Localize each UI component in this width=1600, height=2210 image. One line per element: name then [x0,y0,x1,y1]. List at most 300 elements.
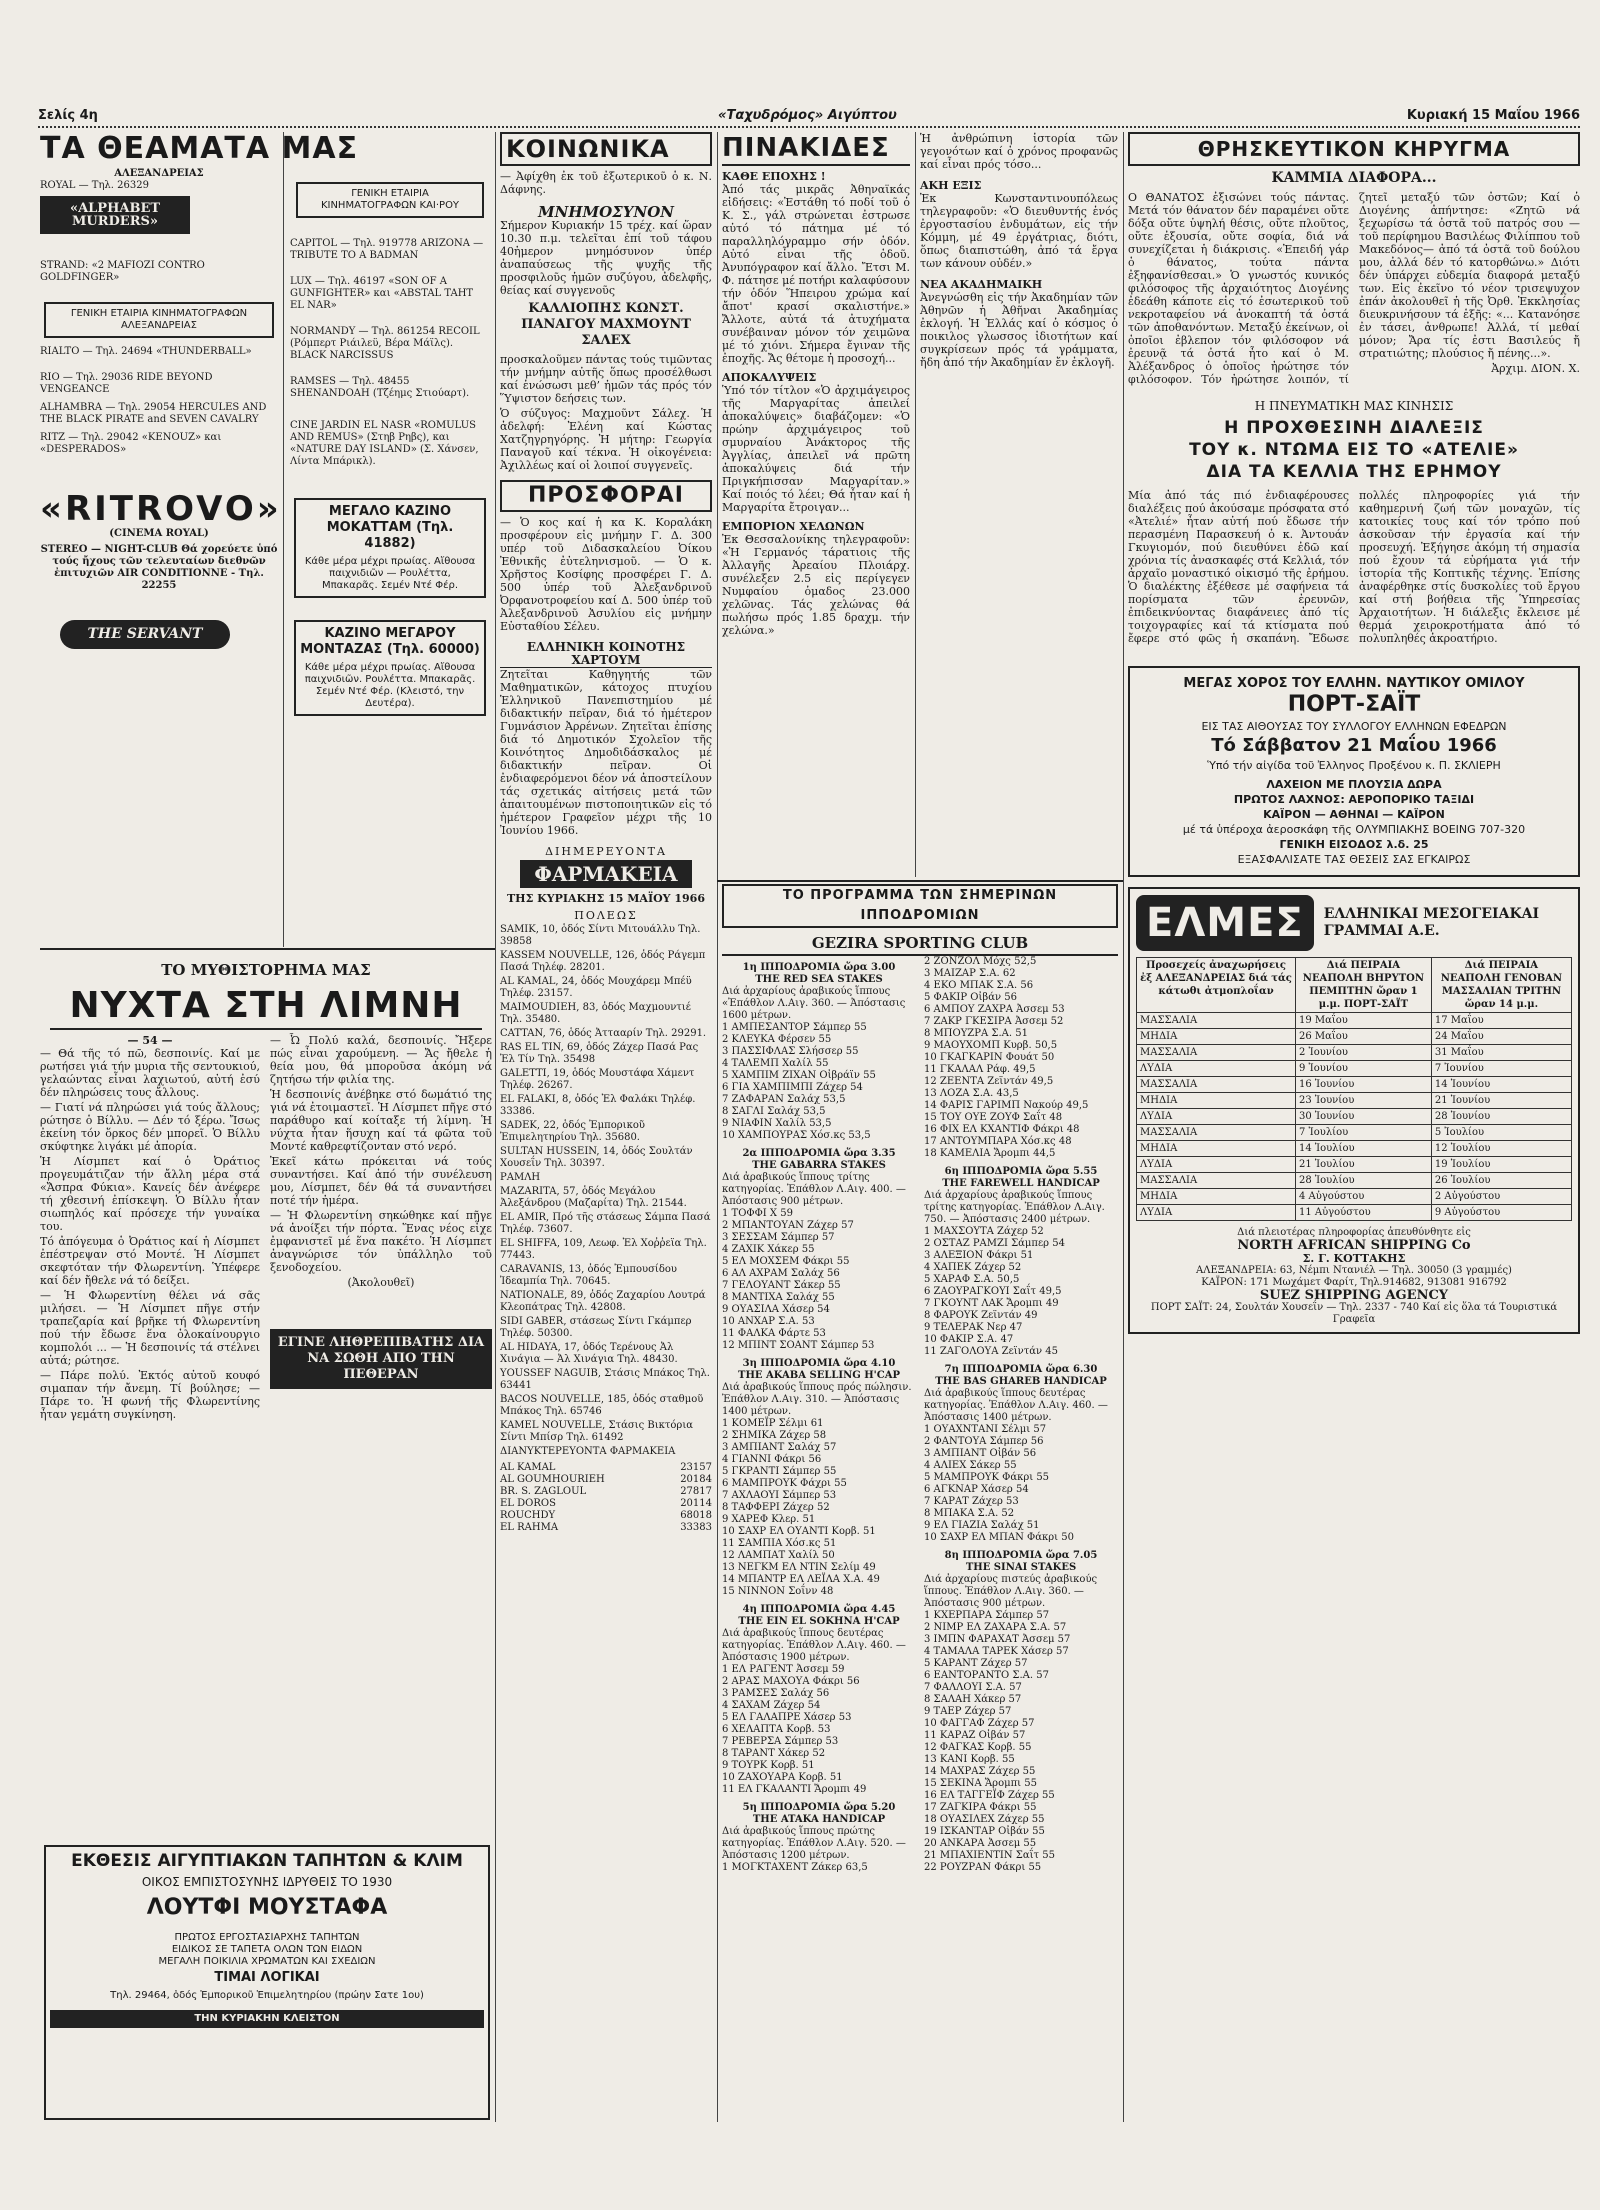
horse-entry: 3 ΙΜΠΝ ΦΑΡΑΧΑΤ Ἀσσεμ 57 [924,1634,1071,1645]
horse-entry: 3 ΠΑΣΣΙΦΛΑΣ Σλήσσερ 55 [722,1046,859,1057]
horse-entry: 16 ΕΛ ΤΑΓΓΕΪΦ Ζάχερ 55 [924,1790,1055,1801]
sermon-title: ΘΡΗΣΚΕΥΤΙΚΟΝ ΚΗΡΥΓΜΑ [1128,132,1580,166]
carpet-exhibition-ad [44,1845,490,2120]
horse-entry: 3 ΡΑΜΣΕΣ Σαλάχ 56 [722,1688,830,1699]
nautical-ball-title: ΜΕΓΑΣ ΧΟΡΟΣ ΤΟΥ ΕΛΛΗΝ. ΝΑΥΤΙΚΟΥ ΟΜΙΛΟΥ [1183,676,1525,691]
night-pharmacy-row [500,1462,712,1474]
races-title: ΤΟ ΠΡΟΓΡΑΜΜΑ ΤΩΝ ΣΗΜΕΡΙΝΩΝ ΙΠΠΟΔΡΟΜΙΩΝ [722,884,1118,928]
horse-entry: 4 ΣΑΧΑΜ Ζάχερ 54 [722,1700,821,1711]
night-pharmacy-phone: 33383 [680,1522,712,1533]
nautical-ball-venue: ΕΙΣ ΤΑΣ ΑΙΘΟΥΣΑΣ ΤΟΥ ΣΥΛΛΟΓΟΥ ΕΛΛΗΝΩΝ ΕΦΕΔΡΩΝ [1201,720,1507,733]
race-heading: 1η ΙΠΠΟΔΡΟΜΙΑ ὥρα 3.00 [742,962,896,973]
notes-column-cont [920,132,1118,877]
night-pharmacy-row [500,1522,712,1534]
horse-entry: 6 ΑΛ ΑΧΡΑΜ Σαλάχ 56 [722,1268,840,1279]
night-pharmacy-name: AL KAMAL [500,1462,556,1473]
pharmacy-entry: SULTAN HUSSEIN, 14, ὁδός Σουλτάν Χουσεΐν Τηλ. 30397. [500,1146,693,1169]
sailing-cell: ΜΑΣΣΑΛΙΑ [1137,1173,1296,1189]
social-arrival: — Ἀφίχθη ἐκ τοῦ ἐξωτερικοῦ ὁ κ. Ν. Δάφνης. [500,170,712,196]
sailing-cell: 2 Ἰουνίου [1295,1045,1431,1061]
horse-entry: 10 ΧΑΜΠΟΥΡΑΣ Χόσ.κς 53,5 [722,1130,871,1141]
agency-line: Διά πλειοτέρας πληροφορίας ἀπευθύνθητε εἰς [1237,1227,1471,1238]
horse-entry: 4 ΕΚΟ ΜΠΑΚ Σ.Α. 56 [924,980,1034,991]
sailing-cell: 11 Αὐγούστου [1295,1205,1431,1221]
pharmacy-entry: CARAVANIS, 13, ὁδός Ἐμπουσίδου Ἰδεαμπία Τηλ. 70645. [500,1264,677,1287]
sailing-row [1137,1077,1572,1093]
rialto-cinema: RIALTO — Τηλ. 24694 «THUNDERBALL» [40,346,252,357]
novel-para: — Ἡ Φλωρεντίνη θέλει νά σᾶς μιλήσει. — Ἡ Λίσμπετ πῆγε στήν τραπεζαρία καί βρῆκε τή Φλωρεντίνη πού τήν ἔδωσε ἕνα ὁλοκαίνουργιο κομπολόι ... — Ἡ δεσποινίς τά στέλνει αὐτά; ρώτησε. [40,1289,260,1367]
carpet-expo-line: ΕΙΔΙΚΟΣ ΣΕ ΤΑΠΕΤΑ ΟΛΩΝ ΤΩΝ ΕΙΔΩΝ [171,1944,363,1955]
sailing-cell: 9 Αὐγούστου [1431,1205,1571,1221]
horse-entry: 11 ΣΑΜΠΙΑ Χόσ.κς 51 [722,1538,837,1549]
horse-entry: 1 ΑΜΠΕΣΑΝΤΟΡ Σάμπερ 55 [722,1022,867,1033]
horse-entry: 2 ΦΑΝΤΟΥΑ Σάμπερ 56 [924,1436,1044,1447]
cairo-cinemas-column [290,168,490,948]
horse-entry: 6 ΖΑΟΥΡΑΓΚΟΥΙ Σαΐτ 49,5 [924,1286,1062,1297]
pharmacy-entry: EL AMIR, Πρό τῆς στάσεως Σάμπα Πασά Τηλέφ. 73607. [500,1212,711,1235]
pharmacy-entry: KAMEL NOUVELLE, Στάσις Βικτόρια Σίντι Μπίσρ Τηλ. 61492 [500,1420,693,1443]
nautical-ball-entry: ΓΕΝΙΚΗ ΕΙΣΟΔΟΣ λ.δ. 25 [1279,838,1429,851]
horse-entry: 9 ΝΙΑΦΙΝ Χαλίλ 53,5 [722,1118,832,1129]
horse-entry: 1 ΕΛ ΡΑΓΕΝΤ Ἀσσεμ 59 [722,1664,845,1675]
suez-agency: SUEZ SHIPPING AGENCY [1259,1288,1449,1303]
horse-entry: 17 ΖΑΓΚΙΡΑ Φάκρι 55 [924,1802,1037,1813]
pharmacy-entry: NATIONALE, 89, ὁδός Ζαχαρίου Λουτρά Κλεοπάτρας Τηλ. 42808. [500,1290,706,1313]
race-heading: 8η ΙΠΠΟΔΡΟΜΙΑ ὥρα 7.05 [944,1550,1098,1561]
mokattam-casino-title: ΜΕΓΑΛΟ ΚΑΖΙΝΟ ΜΟΚΑΤΤΑΜ (Τηλ. 41882) [326,504,454,551]
race-info: Διά ἀρχαρίους ἀραβικούς ἵππους τρίτης κατηγορίας. Ἐπάθλον Λ.Αιγ. 750. — Ἀπόστασις 2400 μέτρων. [924,1190,1105,1225]
horse-entry: 11 ΚΑΡΑΖ Οἰβάν 57 [924,1730,1026,1741]
race-name: THE FAREWELL HANDICAP [942,1178,1100,1189]
night-pharmacy-name: EL RAHMA [500,1522,559,1533]
horse-entry: 13 ΛΟΖΑ Σ.Α. 43,5 [924,1088,1019,1099]
sailing-row [1137,1045,1572,1061]
horse-entry: 9 ΤΕΛΕΡΑΚ Νερ 47 [924,1322,1023,1333]
khartoum-heading: ΕΛΛΗΝΙΚΗ ΚΟΙΝΟΤΗΣ ΧΑΡΤΟΥΜ [500,641,712,668]
horse-entry: 11 ΦΑΛΚΑ Φάρτε 53 [722,1328,826,1339]
pharmacies-duty-label: ΔΙΗΜΕΡΕΥΟΝΤΑ [545,845,667,858]
pharmacy-entry: CATTAN, 76, ὁδός Ἀττααρίν Τηλ. 29291. [500,1028,707,1039]
memorial-name: ΚΑΛΛΙΟΠΗΣ ΚΩΝΣΤ. ΠΑΝΑΓΟΥ ΜΑΧΜΟΥΝΤ ΣΑΛΕΧ [521,301,691,348]
novel-para: — Θά τῆς τό πῶ, δεσποινίς. Καί με ρωτήσει γιά τήν μυρια τῆς σεντουκιού, γελαώντας εἶναι λαχιωτού, αὐτή ἐσύ δέν πληρώσεις τους ἄλλους. [40,1047,260,1099]
horse-entry: 7 ΑΧΛΑΟΥΙ Σάμπερ 53 [722,1490,837,1501]
alexandria-label: ΑΛΕΞΑΝΔΡΕΙΑΣ [114,168,204,179]
sailing-cell: 21 Ἰουνίου [1431,1093,1571,1109]
carpet-expo-line: ΜΕΓΑΛΗ ΠΟΙΚΙΛΙΑ ΧΡΩΜΑΤΩΝ ΚΑΙ ΣΧΕΔΙΩΝ [158,1956,376,1967]
carpet-expo-title: ΕΚΘΕΣΙΣ ΑΙΓΥΠΤΙΑΚΩΝ ΤΑΠΗΤΩΝ & ΚΛΙΜ [71,1851,463,1871]
cairo-cinemas-box: ΓΕΝΙΚΗ ΕΤΑΙΡΙΑ ΚΙΝΗΜΑΤΟΓΡΑΦΩΝ ΚΑΙ·ΡΟΥ [296,182,484,218]
pharmacies-heading: ΦΑΡΜΑΚΕΙΑ [520,860,692,888]
sailing-row [1137,1157,1572,1173]
race-info: Διά ἀραβικούς ἵππους δευτέρας κατηγορίας. Ἐπάθλον Λ.Αιγ. 460. — Ἀπόστασις 1900 μέτρων. [722,1628,906,1663]
sailing-cell: 26 Ἰουλίου [1431,1173,1571,1189]
race-name: THE BAS GHAREB HANDICAP [935,1376,1107,1387]
sailing-cell: 12 Ἰουλίου [1431,1141,1571,1157]
sailing-cell: ΛΥΔΙΑ [1137,1157,1296,1173]
nautical-ball-patron: Ὑπό τήν αἰγίδα τοῦ Ἐλληνος Προξένου κ. Π. ΣΚΛΙΕΡΗ [1207,759,1501,772]
pharmacy-entry: BACOS NOUVELLE, 185, ὁδός σταθμοῦ Μπάκος Τηλ. 65746 [500,1394,704,1417]
horse-entry: 12 ΜΠΙΝΤ ΣΟΑΝΤ Σάμπερ 53 [722,1340,875,1351]
horse-entry: 2 ΣΗΜΙΚΑ Ζάχερ 58 [722,1430,827,1441]
horse-entry: 17 ΑΝΤΟΥΜΠΑΡΑ Χόσ.κς 48 [924,1136,1072,1147]
notes-text: Ἡ ἀνθρώπινη ἱστορία τῶν γεγονότων καί ὁ χρόνος προφανῶς καί εἶναι πρός τόσο... [920,132,1118,171]
sailing-cell: 19 Μαΐου [1295,1013,1431,1029]
horse-entry: 5 ΜΑΜΠΡΟΥΚ Φάκρι 55 [924,1472,1050,1483]
night-pharmacy-name: ROUCHDY [500,1510,556,1521]
race-heading: 6η ΙΠΠΟΔΡΟΜΙΑ ὥρα 5.55 [944,1166,1098,1177]
sailing-row [1137,1141,1572,1157]
nautical-ball-line: μέ τά ὑπέροχα ἀεροσκάφη τῆς ΟΛΥΜΠΙΑΚΗΣ BOEING 707-320 [1182,823,1526,836]
horse-entry: 3 ΑΜΠΙΑΝΤ Σαλάχ 57 [722,1442,837,1453]
horse-entry: 9 ΕΛ ΓΙΑΖΙΑ Σαλάχ 51 [924,1520,1040,1531]
sailing-row [1137,1189,1572,1205]
races-club: GEZIRA SPORTING CLUB [722,932,1118,956]
horse-entry: 9 ΟΥΑΣΙΛΑ Χάσερ 54 [722,1304,830,1315]
novel-continued: (Ἀκολουθεῖ) [347,1276,415,1289]
night-pharmacy-row [500,1486,712,1498]
ritrovo-subtitle: (CINEMA ROYAL) [109,528,209,539]
sermon-text: Ο ΘΑΝΑΤΟΣ ἐξισώνει τούς πάντας. Μετά τόν θάνατον δέν παραμένει οὔτε δόξα οὔτε ὑψηλή θέσις, οὔτε πλοῦτος, οὔτε ἐξουσία, οὔτε σοφία, διά νά συνεχίζεται ἡ διάκρισις. «Ἐπειδή γάρ ὁ θάνατος, τούτα πάντα ἐξηφανίσθεσαι.» Ὁ γνωστός κυνικός φιλόσοφος τῆς ἀρχαιότητος Διογένης ἐδεάθη κάποτε εἰς τό ἐσωτερικοῦ τοῦ νεκροταφείου νά ἀνοκαπτή τά ὀστά τῶν ἀποθανόντων. Μεταξύ ἐκείνων, οἱ ὁποῖοι ἐβλεπον τόν φιλόσοφον νά ἐρευνᾷ τά ὀστά ἦτο καί ὁ Μ. Ἀλέξανδρος ὁ ὁποῖος ἠρώτησε τόν φιλόσοφον. Τόν ἠρώτησε λοιπόν, τί ζητεῖ μεταξύ τῶν ὀστῶν; Καί ὁ Διογένης ἀπήντησε: «Ζητῶ νά ξεχωρίσω τά ὀστᾶ τοῦ πατρός σου —τοῦ περίφημου Βασιλέως Φιλίππου τοῦ Μακεδόνος— ἀπό τά ὀστᾶ τοῦ δούλου μου, ἀλλά δέν τό κατορθώνω.» Διότι δέν ὑπάρχει εὐδεμία διαφορά μεταξύ των. Εἰς ἐκεῖνο τό νέον τρισεψυχον ἐπάν ἀκολουθεῖ ἡ τῆς Ὀρθ. Ἐκκλησίας διευκρινήσουν τά ἑξῆς: «... Κατανόησε ἐν τάσει, ἀνθρωπε! Ἀλλά, τί μεθαί μόνον; Ἄρα τίς ἐστι Βασιλεύς ἤ στρατιώτης; πλούσιος ἤ πένης...». [1128,191,1580,386]
horse-entry: 15 ΝΙΝΝΟΝ Σοΐνν 48 [722,1586,834,1597]
pharmacy-entry: MAIMOUDIEH, 83, ὁδός Μαχμουντιέ Τηλ. 35480. [500,1002,691,1025]
newspaper-name: «Ταχυδρόμος» Αιγύπτου [718,108,897,123]
horse-entry: 7 ΖΑΚΡ ΓΚΕΣΙΡΑ Ἀσσεμ 52 [924,1016,1064,1027]
horse-entry: 8 ΤΑΦΦΕΡΙ Ζάχερ 52 [722,1502,830,1513]
issue-date: Κυριακή 15 Μαΐου 1966 [1406,108,1580,123]
carpet-expo-prices: ΤΙΜΑΙ ΛΟΓΙΚΑΙ [214,1970,320,1985]
horse-entry: 10 ΑΝΧΑΡ Σ.Α. 53 [722,1316,815,1327]
horse-entry: 1 ΤΟΦΦΙ Χ 59 [722,1208,793,1219]
pharmacy-entry: GALETTI, 19, ὁδός Μουστάφα Χάμεντ Τηλέφ. 26267. [500,1068,695,1091]
sailing-row [1137,1205,1572,1221]
sailing-cell: ΛΥΔΙΑ [1137,1205,1296,1221]
khartoum-text: Ζητεῖται Καθηγητής τῶν Μαθηματικῶν, κάτοχος πτυχίου Ἑλληνικοῦ Πανεπιστημίου μέ διδακτικήν πεῖραν, διά τό ἡμέτερον Γυμνάσιον Ἀρρένων. Ζητεῖται ἐπίσης διά τό Δημοτικόν Σχολεῖον τῆς Κοινότητος Δημοδιδάσκαλος μέ διδακτικήν πεῖραν. Οἱ ἐνδιαφερόμενοι δέον νά ἀποστείλουν τάς σχετικάς αἰτήσεις μετά τῶν ἀπαιτουμένων πιστοποιητικῶν εἰς τό ἡμέτερον Γραφεῖον μέχρι τῆς 10 Ἰουνίου 1966. [500,668,712,837]
horse-entry: 14 ΜΠΑΝΤΡ ΕΛ ΛΕΪΛΑ Χ.Α. 49 [722,1574,880,1585]
race-heading: 2α ΙΠΠΟΔΡΟΜΙΑ ὥρα 3.35 [742,1148,896,1159]
horse-entry: 1 ΚΟΜΕΪΡ Σέλμι 61 [722,1418,824,1429]
elmes-subtitle: ΕΛΛΗΝΙΚΑΙ ΜΕΣΟΓΕΙΑΚΑΙ ΓΡΑΜΜΑΙ Α.Ε. [1323,906,1540,939]
races-section [722,884,1118,2120]
sailing-row [1137,1061,1572,1077]
novel-para: Ἐκεῖ κάτω πρόκειται νά τούς συναντήσει. Καί ἀπό τήν συνέλευση μου, Λίσμπετ, δέν θά τά συναντήσει ποτέ τήν ἡμέρα. [270,1155,492,1207]
horse-entry: 12 ΛΑΜΠΑΤ Χαλίλ 50 [722,1550,835,1561]
race-heading: 5η ΙΠΠΟΔΡΟΜΙΑ ὥρα 5.20 [742,1802,896,1813]
race-name: THE AKABA SELLING H'CAP [738,1370,900,1381]
sailing-cell: 28 Ἰουνίου [1431,1109,1571,1125]
sailing-cell: 23 Ἰουνίου [1295,1093,1431,1109]
horse-entry: 5 ΧΑΡΑΦ Σ.Α. 50,5 [924,1274,1020,1285]
sailing-cell: 17 Μαΐου [1431,1013,1571,1029]
servant-film-banner: THE SERVANT [60,620,230,649]
elmes-shipping-ad [1128,887,1580,1334]
agency-alex: ΑΛΕΞΑΝΔΡΕΙΑ: 63, Νέμπι Ντανιέλ — Τηλ. 30050 (3 γραμμές) [1196,1265,1512,1276]
sailing-row [1137,1173,1572,1189]
novel-para: — Ἡ Φλωρεντίνη σηκώθηκε καί πῆγε νά ἀνοίξει τήν πόρτα. Ἕνας νέος εἶχε ἐμφανιστεῖ μέ ἕνα πακέτο. Ἡ Λίσμπετ ἀναγνώρισε τόν ὑπάλληλο τοῦ ξενοδοχείου. [270,1209,492,1274]
horse-entry: 13 ΝΕΓΚΜ ΕΛ ΝΤΙΝ Σελίμ 49 [722,1562,876,1573]
horse-entry: 3 ΜΑΙΖΑΡ Σ.Α. 62 [924,968,1016,979]
horse-entry: 20 ΑΝΚΑΡΑ Ἀσσεμ 55 [924,1838,1037,1849]
horse-entry: 21 ΜΠΑΧΙΕΝΤΙΝ Σαΐτ 55 [924,1850,1055,1861]
sailing-cell: 7 Ἰουνίου [1431,1061,1571,1077]
night-pharmacy-row [500,1474,712,1486]
night-pharmacy-phone: 20184 [680,1474,712,1485]
pharmacy-entry: EL SHIFFA, 109, Λεωφ. Ἐλ Χοῤῥεϊα Τηλ. 77443. [500,1238,707,1261]
horse-entry: 6 ΧΕΛΑΠΤΑ Κορβ. 53 [722,1724,831,1735]
theatres-column [40,131,359,942]
memorial-family: Ὁ σύζυγος: Μαχμοῦντ Σάλεχ. Ἡ ἀδελφή: Ἑλένη καί Κώστας Χατζηγρηγόρης. Ἡ μήτηρ: Γεωργία Παναγοῦ καί τέκνα. Ἡ οἰκογένεια: Ἀχιλλέως καί οἱ λοιποί συγγενεῖς. [500,407,712,472]
memorial-invite: προσκαλοῦμεν πάντας τούς τιμῶντας τήν μνήμην αὐτῆς ὅπως προσέλθωσι καί ἑνώσωσι μεθ’ ἡμῶν τάς πρός τόν Ὕψιστον δεήσεις των. [500,353,712,405]
sailing-cell: 2 Αὐγούστου [1431,1189,1571,1205]
sailing-row [1137,1109,1572,1125]
notes-text: Ἐκ Θεσσαλονίκης τηλεγραφοῦν: «Ἡ Γερμανός τάρατιοις τῆς Ἀλλαγῆς Ἀρεαίου Πλοιάρχ. συνέλεξεν 2.5 εἰς περίγεγεν Νυμφαίου ὁμαδος 23.000 χελῶνας. Τάς χελώνας θά πωλήσω πρός 1.85 δραχμ. τήν χελώνα.» [722,533,910,637]
notes-heading: ΕΜΠΟΡΙΟΝ ΧΕΛΩΝΩΝ [722,520,865,533]
race-heading: 7η ΙΠΠΟΔΡΟΜΙΑ ὥρα 6.30 [944,1364,1098,1375]
sermon-column [1128,132,1580,2120]
horse-entry: 8 ΦΑΡΟΥΚ Ζεϊντάν 49 [924,1310,1038,1321]
notes-text: Ὑπό τόν τίτλον «Ὁ ἀρχιμάγειρος τῆς Μαργαρίτας ἀπειλεί ἀποκαλύψεις» διαβάζομεν: «Ὁ πρώην ἀρχιμάγειρος τοῦ σμυρναίου Ἀνάκτορος τῆς Ἀγγλίας, ἀπειλεῖ νά πρῶτη ἀποκαλύψεις διά τήν Πριγκήπισσαν Μαργαρίταν.» Καί ποιός τό λέει; Θά ἦταν καί ἡ Μαργαρίτα ἔτροιγαν... [722,384,910,514]
social-title: ΚΟΙΝΩΝΙΚΑ [500,132,712,166]
royal-cinema: ROYAL — Τηλ. 26329 [40,180,149,191]
alhambra-cinema: ALHAMBRA — Τηλ. 29054 HERCULES AND THE BLACK PIRATE and SEVEN CAVALRY [40,402,267,425]
social-column [500,132,712,2117]
ritz-cinema: RITZ — Τηλ. 29042 «ΚΕΝΟUZ» και «DESPERADOS» [40,432,222,455]
horse-entry: 5 ΧΑΜΠΙΜ ΖΙΧΑΝ Οἰβράϊν 55 [722,1070,876,1081]
race-name: THE GABARRA STAKES [752,1160,886,1171]
sailing-cell: ΜΗΔΙΑ [1137,1189,1296,1205]
horse-entry: 2 ΑΡΑΣ ΜΑΧΟΥΑ Φάκρι 56 [722,1676,860,1687]
horse-entry: 10 ΦΑΚΙΡ Σ.Α. 47 [924,1334,1014,1345]
notes-heading: ΚΑΘΕ ΕΠΟΧΗΣ ! [722,170,826,183]
carpet-expo-address: Τηλ. 29464, ὁδός Ἐμπορικοῦ Ἐπιμελητηρίου (πρώην Σατε 1ου) [110,1990,424,2001]
carpet-expo-line: ΠΡΩΤΟΣ ΕΡΓΟΣΤΑΣΙΑΡΧΗΣ ΤΑΠΗΤΩΝ [174,1932,360,1943]
race-info: Διά ἀραβικούς ἵππους πρώτης κατηγορίας. Ἐπάθλον Λ.Αιγ. 520. — Ἀπόστασις 1200 μέτρων. [722,1826,906,1861]
ramses-cinema: RAMSES — Τηλ. 48455 SHENANDOAH (Τζέημς Στιούαρτ). [290,376,470,399]
lecture-heading-3: ΔΙΑ ΤΑ ΚΕΛΛΙΑ ΤΗΣ ΕΡΗΜΟΥ [1206,462,1502,482]
sailing-cell: ΜΑΣΣΑΛΙΑ [1137,1045,1296,1061]
horse-entry: 12 ΦΑΓΚΑΣ Κορβ. 55 [924,1742,1032,1753]
carpet-expo-since: ΟΙΚΟΣ ΕΜΠΙΣΤΟΣΥΝΗΣ ΙΔΡΥΘΕΙΣ ΤΟ 1930 [141,1875,393,1889]
page-header [38,108,1580,128]
horse-entry: 8 ΜΠΟΥΖΡΑ Σ.Α. 51 [924,1028,1028,1039]
rio-cinema: RIO — Τηλ. 29036 RIDE BEYOND VENGEANCE [40,372,213,395]
novel-para: Ἡ Λίσμπετ καί ὁ Ὀράτιος προγευμάτιζαν τήν ἄλλη μέρα στά «Ἄσπρα Φύκια». Κανείς δέν ἀνέφερε τή χθεσινή ἐπίσκεψη. Ὁ Βίλλυ ἦταν σιωπηλός καί πρόσεχε τήν γυναίκα του. [40,1155,260,1233]
horse-entry: 9 ΤΟΥΡΚ Κορβ. 51 [722,1760,815,1771]
donations-text: — Ὁ κος καί ἡ κα Κ. Κοραλάκη προσφέρουν εἰς μνήμην Γ. Δ. 300 υπέρ τοῦ Διδασκαλείου Ὀίκου Ἐθνικῆς ἐὐτεληνισμοῦ. — Ὁ κ. Χρῆστος Κοσίφης προσφέρει Γ. Δ. 500 ὑπέρ τοῦ Ἀλεξανδρινοῦ Ὀρφανοτροφείου καί Δ. 500 ὑπέρ τοῦ Ἀλεξανδρινοῦ Ἀσυλίου εἰς μνήμην Εὐσταθίου Σέλευ. [500,516,712,633]
sailing-cell: ΜΗΔΙΑ [1137,1093,1296,1109]
pharmacy-entry: SAMIK, 10, ὁδός Σίντι Μιτουάλλυ Τηλ. 39858 [500,924,701,947]
night-pharmacy-phone: 68018 [680,1510,712,1521]
horse-entry: 7 ΚΑΡΑΤ Ζάχερ 53 [924,1496,1019,1507]
horse-entry: 7 ΓΕΛΟΥΑΝΤ Σάκερ 55 [722,1280,841,1291]
night-pharmacy-name: EL DOROS [500,1498,556,1509]
race-name: THE SINAI STAKES [965,1562,1077,1573]
sailing-cell: ΛΥΔΙΑ [1137,1109,1296,1125]
novel-para: — Γιατί νά πληρώσει γιά τούς ἄλλους; ρώτησε ὁ Βίλλυ. — Δέν τό ξέρω. Ἴσως ἐκείνη τόν ὅρκος δέν μπορεῖ. Ὁ Βίλλυ σκύφτηκε λιγάκι μέ ἀπορία. [40,1101,260,1153]
donations-heading: ΠΡΟΣΦΟΡΑΙ [500,480,712,512]
pharmacy-entry: KASSEM NOUVELLE, 126, ὁδός Ράγεμπ Πασά Τηλέφ. 28201. [500,950,706,973]
horse-entry: 3 ΣΕΣΣΑΜ Σάμπερ 57 [722,1232,835,1243]
sailing-cell: 31 Μαΐου [1431,1045,1571,1061]
sailing-cell: 14 Ἰουλίου [1295,1141,1431,1157]
night-pharmacy-name: BR. S. ZAGLOUL [500,1486,587,1497]
sailing-row [1137,1093,1572,1109]
horse-entry: 14 ΜΑΧΡΑΣ Ζάχερ 55 [924,1766,1036,1777]
races-right-col [924,956,1118,1874]
sailing-cell: 24 Μαΐου [1431,1029,1571,1045]
notes-column [722,132,910,877]
horse-entry: 10 ΦΑΓΓΑΦ Ζάχερ 57 [924,1718,1035,1729]
horse-entry: 5 ΕΛ ΜΟΧΣΕΜ Φάκρι 55 [722,1256,850,1267]
horse-entry: 18 ΚΑΜΕΛΙΑ Ἄρομπι 44,5 [924,1148,1056,1159]
novel-section [40,956,492,1816]
sailing-cell: ΜΑΣΣΑΛΙΑ [1137,1125,1296,1141]
novel-instalment: — 54 — [127,1034,173,1047]
notes-title: ΠΙΝΑΚΙΔΕΣ [722,132,910,166]
horse-entry: 1 ΜΟΓΚΤΑΧΕΝΤ Ζάκερ 63,5 [722,1862,868,1873]
sailings-header-row [1137,958,1572,1013]
sailings-header-cell: Διά ΠΕΙΡΑΙΑ ΝΕΑΠΟΛΗ ΒΗΡΥΤΟΝ ΠΕΜΠΤΗΝ ὥραν 1 μ.μ. ΠΟΡΤ-ΣΑΪΤ [1295,958,1431,1013]
notes-heading: ΑΚΗ ΕΞΙΣ [920,179,982,192]
races-left-col [722,956,916,1874]
horse-entry: 8 ΜΑΝΤΙΧΑ Σαλάχ 55 [722,1292,835,1303]
sailing-cell: 28 Ἰουλίου [1295,1173,1431,1189]
agency-owner: Σ. Γ. ΚΟΤΤΑΚΗΣ [1302,1252,1406,1265]
horse-entry: 4 ΧΑΠΕΚ Ζάχερ 52 [924,1262,1022,1273]
horse-entry: 4 ΖΑΧΙΚ Χάκερ 55 [722,1244,815,1255]
pharmacy-entry: YOUSSEF NAGUIB, Στάσις Μπάκος Τηλ. 63441 [500,1368,710,1391]
ritrovo-details: STEREO — NIGHT-CLUB Θά χορεύετε ὑπό τούς ἤχους τῶν τελευταίων διεθνῶν ἐπιτυχιῶν AIR CONDITIONNE - Τηλ. 22255 [40,544,278,591]
horse-entry: 1 ΚΧΕΡΠΑΡΑ Σάμπερ 57 [924,1610,1050,1621]
novel-title: ΝΥΧΤΑ ΣΤΗ ΛΙΜΝΗ [50,984,482,1030]
montaza-casino-text: Κάθε μέρα μέχρι πρωίας. Αἴθουσα παιχνιδιῶν. Ρουλέττα. Μπακαρᾶς. Σεμέν Ντέ Φέρ. (Κλειστό, την Δευτέρα). [304,662,476,709]
horse-entry: 6 ΜΑΜΠΡΟΥΚ Φάχρι 55 [722,1478,847,1489]
page-number: Σελίς 4η [38,108,98,123]
theatres-title: ΤΑ ΘΕΑΜΑΤΑ ΜΑΣ [40,131,359,166]
horse-entry: 2 ΚΛΕΥΚΑ Φέρσεν 55 [722,1034,832,1045]
nautical-ball-city: ΠΟΡΤ-ΣΑΪΤ [1287,692,1421,717]
horse-entry: 4 ΓΙΑΝΝΙ Φάκρι 56 [722,1454,822,1465]
horse-entry: 2 ΖΟΝΖΟΛ Μόχς 52,5 [924,956,1037,967]
royal-film-banner: «ALPHABET MURDERS» [40,196,190,234]
horse-entry: 5 ΓΚΡΑΝΤΙ Σάμπερ 55 [722,1466,837,1477]
sailing-cell: 19 Ἰουλίου [1431,1157,1571,1173]
night-pharmacy-name: AL GOUMHOURIEH [500,1474,605,1485]
horse-entry: 7 ΡΕΒΕΡΣΑ Σάμπερ 53 [722,1736,839,1747]
horse-entry: 15 ΤΟΥ ΟΥΕ ΖΟΥΦ Σαΐτ 48 [924,1112,1063,1123]
elmes-logo: ΕΛΜΕΣ [1136,895,1314,951]
montaza-casino-box [294,620,486,716]
sailing-row [1137,1125,1572,1141]
sailing-row [1137,1029,1572,1045]
pharmacy-entry: AL HIDAYA, 17, ὁδός Τερένους Ἀλ Χινάγια — Ἀλ Χινάγια Τηλ. 48430. [500,1342,678,1365]
sermon-signature: Ἀρχιμ. ΔΙΟΝ. Χ. [1491,362,1580,375]
race-info: Διά ἀραβικούς ἵππους δευτέρας κατηγορίας. Ἐπάθλον Λ.Αιγ. 460. — Ἀπόστασις 1400 μέτρων. [924,1388,1108,1423]
horse-entry: 10 ΖΑΧΟΥΑΡΑ Κορβ. 51 [722,1772,843,1783]
spiritual-movement-label: Η ΠΝΕΥΜΑΤΙΚΗ ΜΑΣ ΚΙΝΗΣΙΣ [1254,399,1454,413]
horse-entry: 8 ΣΑΓΛΙ Σαλάχ 53,5 [722,1106,826,1117]
mokattam-casino-box [294,498,486,598]
race-heading: 3η ΙΠΠΟΔΡΟΜΙΑ ὥρα 4.10 [742,1358,896,1369]
horse-entry: 10 ΓΚΑΓΚΑΡΙΝ Φουάτ 50 [924,1052,1055,1063]
horse-entry: 11 ΕΛ ΓΚΑΛΑΝΤΙ Ἄρομπι 49 [722,1784,867,1795]
night-pharmacy-phone: 20114 [680,1498,712,1509]
lux-cinema: LUX — Τηλ. 46197 «SON OF A GUNFIGHTER» και «ABSTAL TAHT EL NAR» [290,276,474,311]
lecture-heading: Η ΠΡΟΧΘΕΣΙΝΗ ΔΙΑΛΕΞΙΣ [1224,418,1484,438]
nautical-ball-line: ΛΑΧΕΙΟΝ ΜΕ ΠΛΟΥΣΙΑ ΔΩΡΑ [1266,778,1442,791]
horse-entry: 5 ΦΑΚΙΡ Οἰβάν 56 [924,992,1017,1003]
sermon-subtitle: ΚΑΜΜΙΑ ΔΙΑΦΟΡΑ... [1271,170,1437,186]
sailing-cell: 5 Ἰουλίου [1431,1125,1571,1141]
horse-entry: 8 ΜΠΑΚΑ Σ.Α. 52 [924,1508,1015,1519]
horse-entry: 7 ΦΑΛΛΟΥΙ Σ.Α. 57 [924,1682,1022,1693]
alex-cinemas-box: ΓΕΝΙΚΗ ΕΤΑΙΡΙΑ ΚΙΝΗΜΑΤΟΓΡΑΦΩΝ ΑΛΕΞΑΝΔΡΕΙΑΣ [44,302,274,338]
horse-entry: 19 ΙΣΚΑΝΤΑΡ Οἰβάν 55 [924,1826,1045,1837]
night-pharmacy-phone: 23157 [680,1462,712,1473]
sailing-cell: ΛΥΔΙΑ [1137,1061,1296,1077]
horse-entry: 3 ΑΛΕΞΙΟΝ Φάκρι 51 [924,1250,1034,1261]
sailing-cell: 7 Ἰουλίου [1295,1125,1431,1141]
horse-entry: 9 ΧΑΡΕΦ Κλερ. 51 [722,1514,816,1525]
strand-cinema: STRAND: «2 MAFIOZI CONTRO GOLDFINGER» [40,260,205,283]
horse-entry: 4 ΑΛΙΕΧ Σάκερ 55 [924,1460,1017,1471]
pharmacy-entry: RAS EL TIN, 69, ὁδός Ζάχερ Πασά Ρας Ἐλ Τίν Τηλ. 35498 [500,1042,699,1065]
horse-entry: 4 ΤΑΜΑΛΑ ΤΑΡΕΚ Χάσερ 57 [924,1646,1069,1657]
novel-para: — Ὦ Πολύ καλά, δεσποινίς. Ἤξερε πώς εἶναι χαρούμενη. — Ἄς ἤθελε ἡ θεία μου, θά μποροῦσα ἀκόμη νά ζητήσω τήν φιλία της. [270,1034,492,1086]
nautical-ball-line: ΠΡΩΤΟΣ ΛΑΧΝΟΣ: ΑΕΡΟΠΟΡΙΚΟ ΤΑΞΙΔΙ [1233,793,1475,806]
notes-heading: ΑΠΟΚΑΛΥΨΕΙΣ [722,371,817,384]
horse-entry: 16 ΦΙΧ ΕΛ ΚΧΑΝΤΙΦ Φάκρι 48 [924,1124,1080,1135]
horse-entry: 10 ΣΑΧΡ ΕΛ ΜΠΑΝ Φάκρι 50 [924,1532,1074,1543]
horse-entry: 5 ΚΑΡΑΝΤ Ζάχερ 57 [924,1658,1028,1669]
nautical-ball-ad [1128,666,1580,877]
pharmacy-entry: ΔΙΑΝΥΚΤΕΡΕΥΟΝΤΑ ΦΑΡΜΑΚΕΙΑ [500,1446,676,1457]
race-info: Διά ἀραβικούς ἵππους πρός πώλησιν. Ἐπάθλον Λ.Αιγ. 310. — Ἀπόστασις 1400 μέτρων. [722,1382,912,1417]
passenger-story-headline: ΕΓΙΝΕ ΛΗΘΡΕΠΙΒΑΤΗΣ ΔΙΑ ΝΑ ΣΩΘΗ ΑΠΟ ΤΗΝ ΠΕΘΕΡΑΝ [270,1329,492,1389]
montaza-casino-title: ΚΑΖΙΝΟ ΜΕΓΑΡΟΥ ΜΟΝΤΑΖΑΣ (Τηλ. 60000) [300,626,480,657]
horse-entry: 1 ΜΑΧΣΟΥΤΑ Ζάχερ 52 [924,1226,1044,1237]
ritrovo-title: «RITROVO» [40,489,282,529]
sailing-cell: 16 Ἰουνίου [1295,1077,1431,1093]
sailing-cell: 9 Ἰουνίου [1295,1061,1431,1077]
horse-entry: 13 ΚΑΝΙ Κορβ. 55 [924,1754,1015,1765]
horse-entry: 6 ΓΙΑ ΧΑΜΠΙΜΠΙ Ζάχερ 54 [722,1082,863,1093]
horse-entry: 2 ΟΣΤΑΖ ΡΑΜΖΙ Σάμπερ 54 [924,1238,1065,1249]
horse-entry: 10 ΣΑΧΡ ΕΛ ΟΥΑΝΤΙ Κορβ. 51 [722,1526,876,1537]
pharmacy-entry: AL KAMAL, 24, ὁδός Μουχάρεμ Μπέϋ Τηλέφ. 23157. [500,976,692,999]
horse-entry: 4 ΤΑΛΕΜΠ Χαλίλ 55 [722,1058,829,1069]
lecture-text: Μία ἀπό τάς πιό ἐνδιαφέρουσες διαλέξεις πού ἀκούσαμε πρόσφατα στό «Ἀτελιέ» ἦταν αὐτή πού ἔδωσε τήν περασμένη Παρασκευή ὁ κ. Ἀντουάν Γκυγιομόν, πού διευθύνει ἐδῶ καί χρόνια τίς ἀνασκαφές στά Κελλιά, τόν ἀρχαῖο μοναστικό οἰκισμό τῆς ἐρήμου. Ὁ διαλέκτης ἐξέθεσε μέ σαφήνεια τά πορίσματα τῶν ἐρευνῶν, ἐπιδεικνύοντας διαφάνειες ἀπό τίς τοιχογραφίες καί τά κτίσματα πού ἔφερε στό φῶς ἡ σκαπάνη. Ἔδωσε πολλές πληροφορίες γιά τήν καθημερινή ζωή τῶν μοναχῶν, τίς κατοικίες τους καί τόν τρόπο πού ἀσκοῦσαν τήν ἐργασία καί τήν προσευχή. Ἐξήγησε ἀκόμη τή σημασία πού ἔχουν τά εὑρήματα γιά τήν ἱστορία τῆς Κοπτικῆς τέχνης. Ἐπίσης ἀναφέρθηκε στίς δυσκολίες τοῦ ἔργου καί στή βοήθεια τῆς Ὑπηρεσίας Ἀρχαιοτήτων. Ἡ διάλεξις ἔκλεισε μέ θερμά χειροκροτήματα ἀπό τό πολυπληθές ἀκροατήριο. [1128,489,1580,645]
sailing-cell: 14 Ἰουνίου [1431,1077,1571,1093]
horse-entry: 5 ΕΛ ΓΑΛΑΠΡΕ Χάσερ 53 [722,1712,852,1723]
horse-entry: 1 ΟΥΑΧΝΤΑΝΙ Σέλμι 57 [924,1424,1047,1435]
normandy-cinema: NORMANDY — Τηλ. 861254 RECOIL (Ρόμπερτ Ριάιλεϋ, Βέρα Μάϊλς). BLACK NARCISSUS [290,326,480,361]
sailings-table [1136,957,1572,1221]
sailing-cell: ΜΗΔΙΑ [1137,1029,1296,1045]
horse-entry: 9 ΤΑΕΡ Ζάχερ 57 [924,1706,1012,1717]
race-info: Διά ἀρχαρίους πιστεύς ἀραβικούς ἵππους. Ἐπάθλον Λ.Αιγ. 360. — Ἀπόστασις 900 μέτρων. [924,1574,1098,1609]
horse-entry: 3 ΑΜΠΙΑΝΤ Οἰβάν 56 [924,1448,1037,1459]
night-pharmacy-row [500,1498,712,1510]
night-pharmacies-table [500,1462,712,1534]
nautical-ball-date: Τό Σάββατον 21 Μαΐου 1966 [1211,735,1497,756]
novel-para: Ἡ δεσποινίς ἀνέβηκε στό δωμάτιό της γιά νά ἐτοιμαστεῖ. Ἡ Λίσμπετ πῆγε στό παράθυρο καί κοίταξε τή λίμνη. Ἡ νύχτα ἦταν ἥσυχη καί τά φῶτα τοῦ Μοντέ καθρεφτίζονταν στό νερό. [270,1088,492,1153]
pharmacy-entry: ΡΑΜΛΗ [500,1172,541,1183]
pharmacies-city: ΠΟΛΕΩΣ [574,909,638,922]
night-pharmacy-phone: 27817 [680,1486,712,1497]
carpet-expo-owner: ΛΟΥΤΦΙ ΜΟΥΣΤΑΦΑ [146,1895,388,1920]
sailing-cell: ΜΗΔΙΑ [1137,1141,1296,1157]
horse-entry: 14 ΦΑΡΙΣ ΓΑΡΙΜΠ Νακούρ 49,5 [924,1100,1089,1111]
